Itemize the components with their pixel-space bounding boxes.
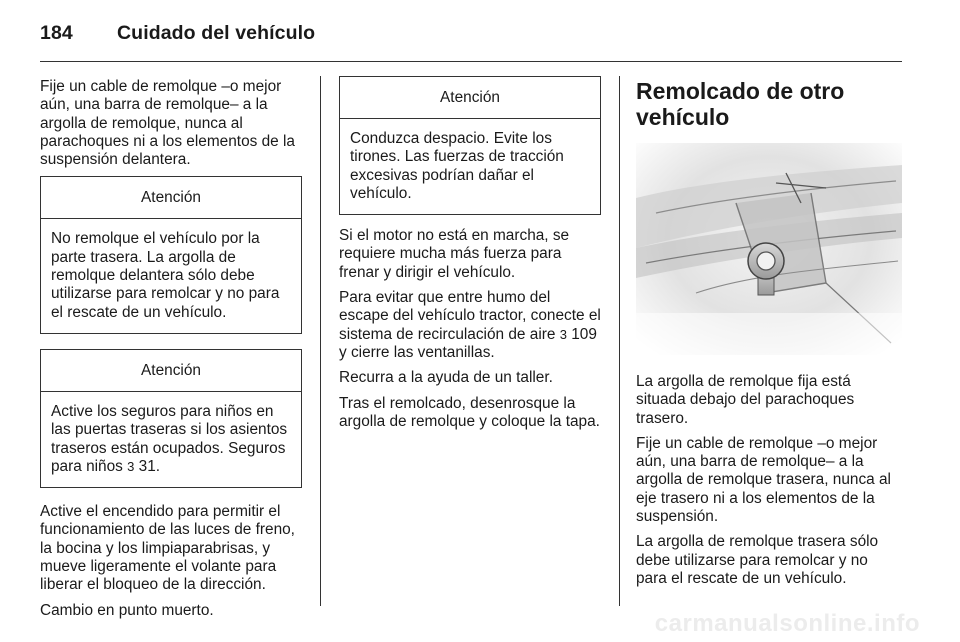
neutral-gear-paragraph: Cambio en punto muerto. bbox=[40, 601, 214, 619]
reference-arrow-icon: 3 bbox=[559, 326, 567, 342]
column-1 bbox=[40, 78, 302, 627]
attach-cable-paragraph: Fije un cable de remolque –o mejor aún, una barra de remolque– a la argolla de remolque trasera, nunca al eje trasero ni a los elementos de la suspensión. bbox=[636, 434, 891, 526]
column-2 bbox=[339, 76, 601, 438]
warning-text-body: Active los seguros para niños en las puertas traseras si los asientos traseros están ocupados. Seguros para niños bbox=[51, 402, 288, 475]
intro-paragraph: Fije un cable de remolque –o mejor aún, una barra de remolque– a la argolla de remolque, nunca al parachoques ni a los elementos de la suspensión delantera. bbox=[40, 78, 295, 169]
chapter-title: Cuidado del vehículo bbox=[117, 22, 316, 44]
warning-heading: Atención bbox=[41, 350, 301, 392]
warning-heading: Atención bbox=[340, 77, 600, 119]
header-divider bbox=[40, 61, 902, 62]
warning-text: No remolque el vehículo por la parte trasera. La argolla de remolque delantera sólo debe utilizarse para remolcar y no para el rescate de un vehículo. bbox=[51, 230, 280, 321]
towing-eye-location-paragraph: La argolla de remolque fija está situada debajo del parachoques trasero. bbox=[636, 373, 855, 427]
warning-text bbox=[41, 392, 301, 487]
towing-eye-illustration bbox=[636, 143, 902, 355]
warning-heading: Atención bbox=[41, 177, 301, 219]
towing-eye-usage-paragraph: La argolla de remolque trasera sólo debe utilizarse para remolcar y no para el rescate de un vehículo. bbox=[636, 533, 879, 587]
workshop-paragraph: Recurra a la ayuda de un taller. bbox=[339, 369, 553, 387]
section-title: Remolcado de otro vehículo bbox=[636, 78, 845, 130]
exhaust-paragraph: Para evitar que entre humo del escape del vehículo tractor, conecte el sistema de recirculación de aire 3 109 y cierre las ventanillas. bbox=[339, 289, 601, 361]
warning-text: Conduzca despacio. Evite los tirones. Las fuerzas de tracción excesivas podrían dañar el vehículo. bbox=[350, 130, 564, 202]
reference-arrow-icon: 3 bbox=[127, 458, 135, 474]
column-divider-1 bbox=[320, 76, 321, 606]
warning-box-drive-slowly bbox=[339, 76, 601, 215]
after-towing-paragraph: Tras el remolcado, desenrosque la argolla de remolque y coloque la tapa. bbox=[339, 394, 600, 430]
page-number: 184 bbox=[40, 22, 73, 44]
page-reference[interactable]: 31. bbox=[138, 457, 161, 475]
warning-box-rear-towing bbox=[40, 176, 302, 333]
page-reference[interactable]: 109 y cierre las ventanillas. bbox=[339, 325, 597, 361]
warning-box-child-locks bbox=[40, 349, 302, 488]
column-divider-2 bbox=[619, 76, 620, 606]
watermark: carmanualsonline.info bbox=[654, 610, 920, 637]
engine-off-paragraph: Si el motor no está en marcha, se requiere mucha más fuerza para frenar y dirigir el vehículo. bbox=[339, 227, 570, 281]
column-3 bbox=[636, 78, 902, 595]
ignition-paragraph: Active el encendido para permitir el funcionamiento de las luces de freno, la bocina y los limpiaparabrisas, y mueve ligeramente el volante para liberar el bloqueo de la dirección. bbox=[40, 503, 295, 594]
